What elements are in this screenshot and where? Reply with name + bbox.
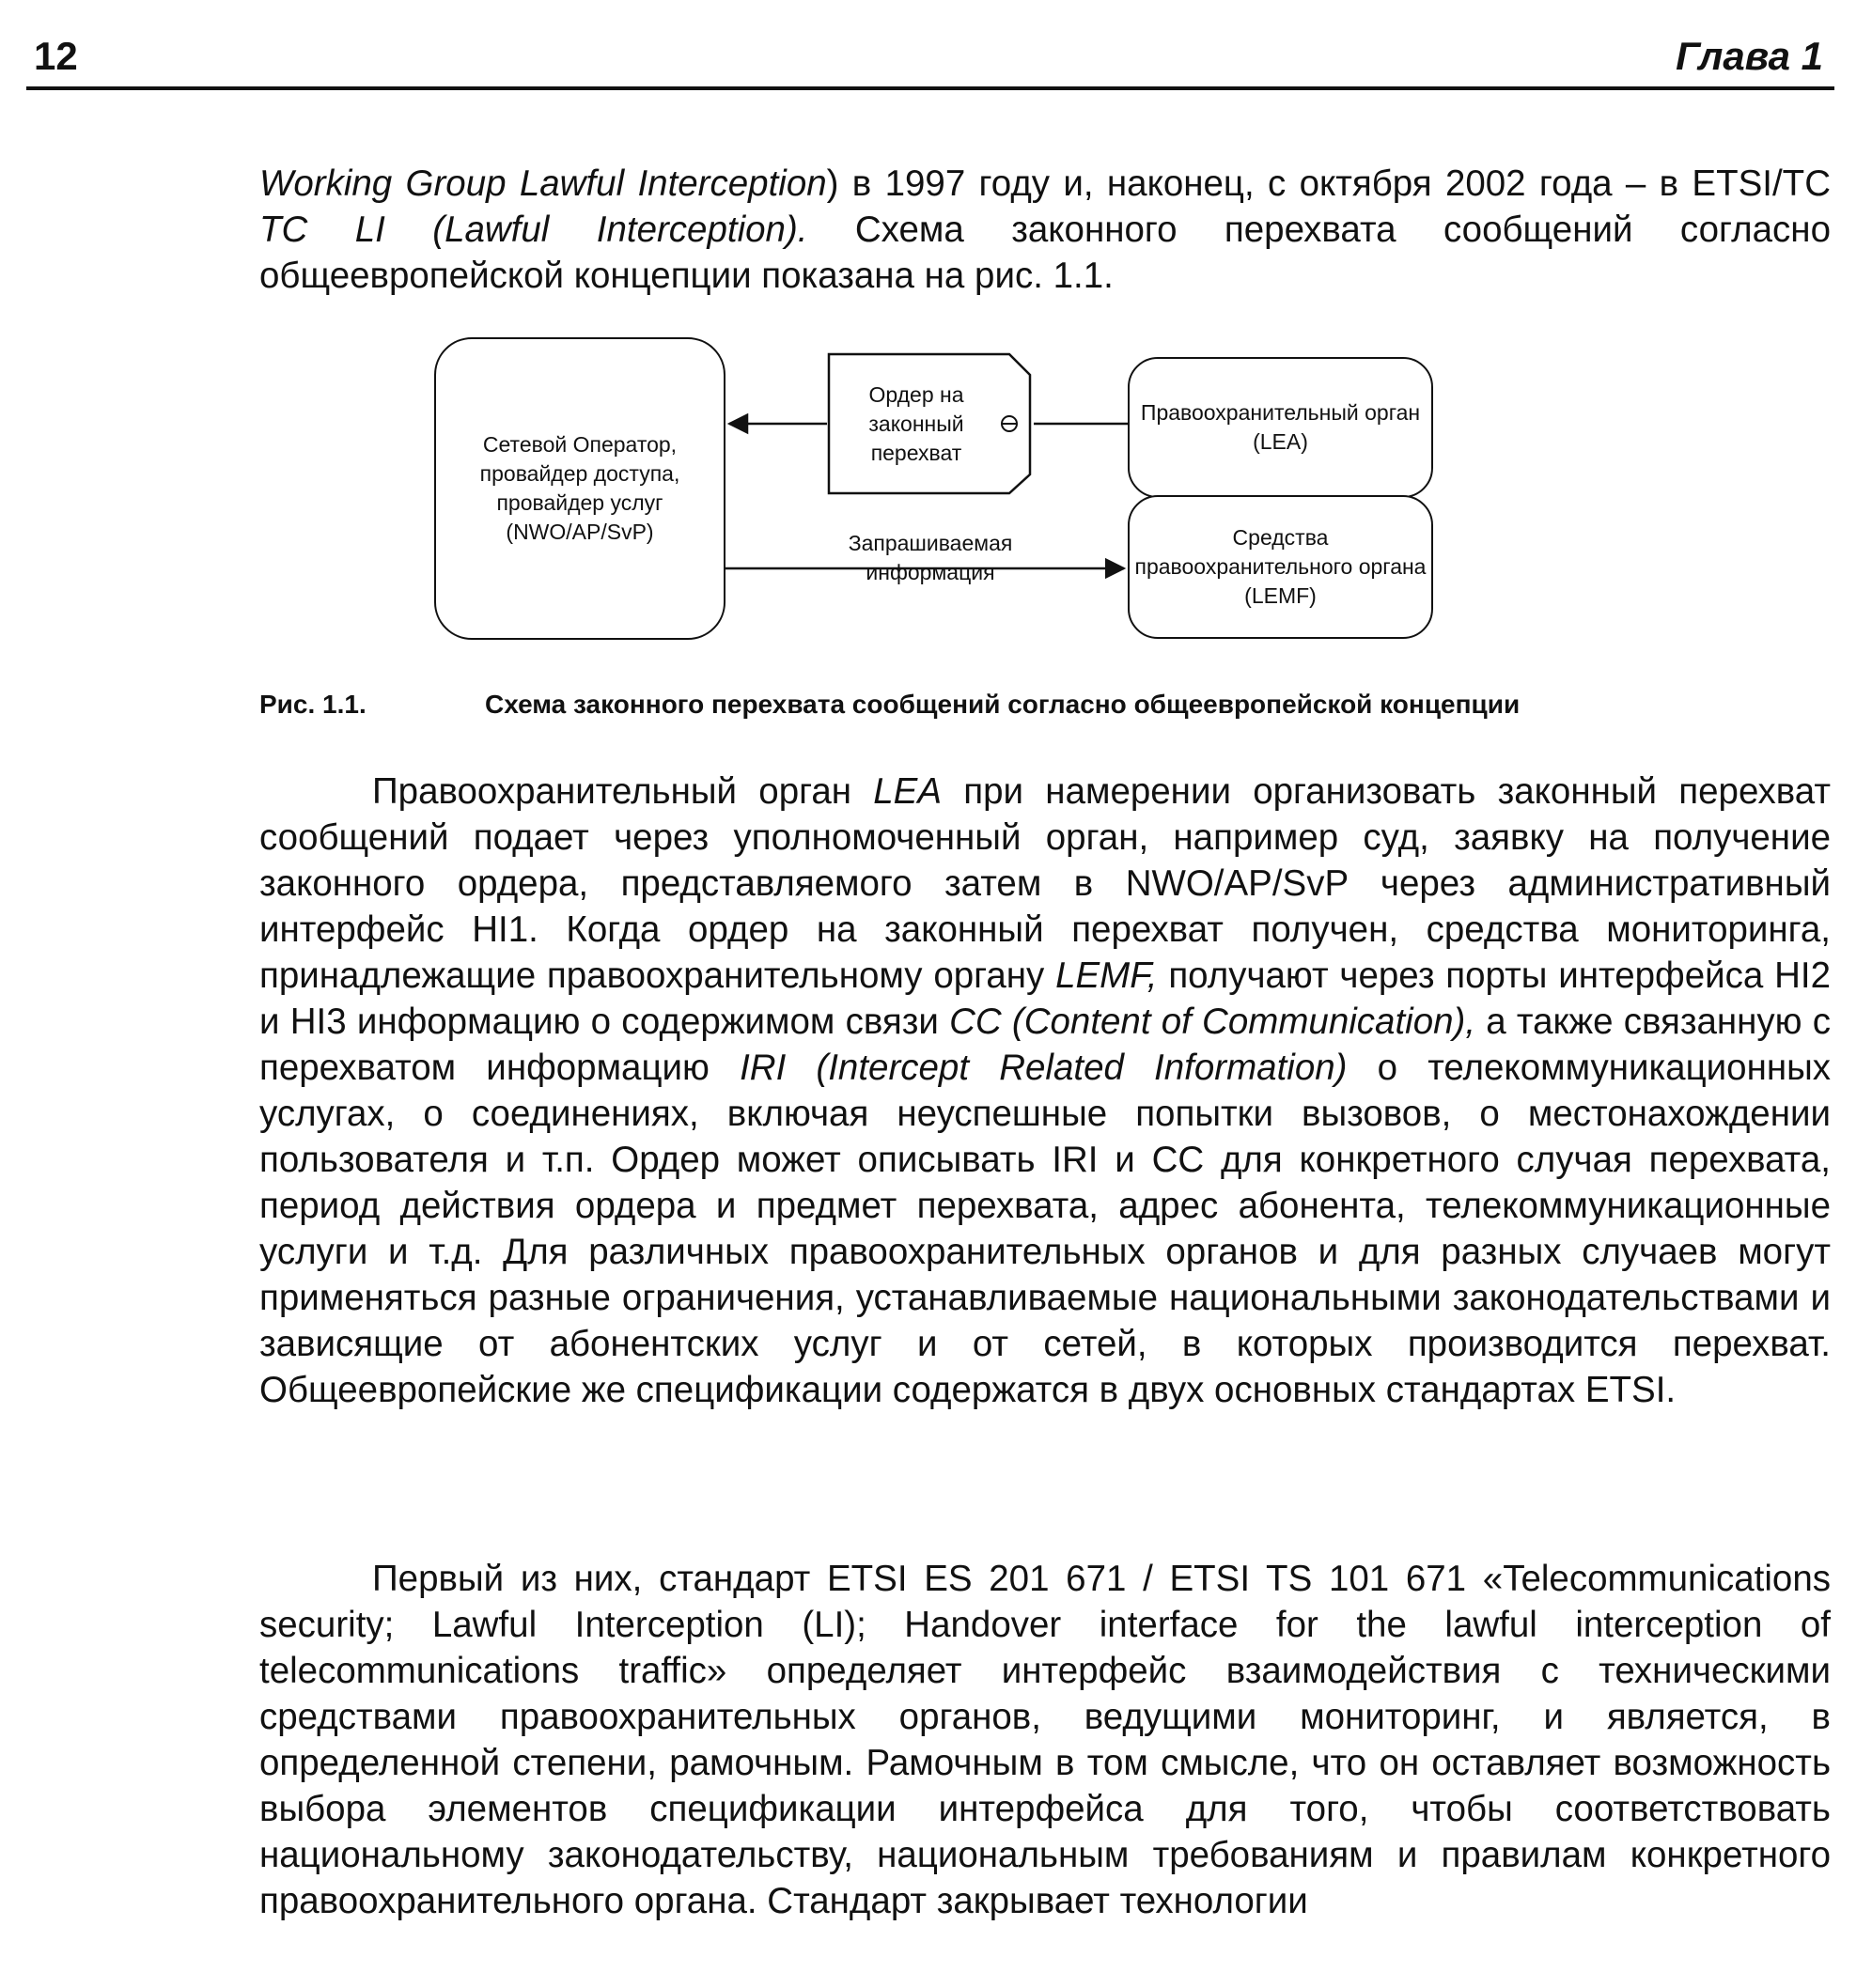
p1-text-2: LEA bbox=[873, 771, 943, 812]
intro-text-3: TC LI (Lawful Interception). bbox=[259, 210, 808, 250]
body-paragraph-2 bbox=[259, 1556, 1831, 1924]
lea-label: Правоохранительный орган (LEA) bbox=[1140, 400, 1421, 454]
p1-text-9: о телекоммуникационных услугах, о соединениях, включая неуспешные попытки вызовов, о местонахождении пользователя и т.п. Ордер может описывать IRI и CC для конкретного случая перехвата, период действия ордера и предмет перехвата, адрес абонента, телекоммуникационные услуги и т.д. Для различных правоохранительных органов и для разных случаев могут применяться разные ограничения, устанавливаемые национальными законодательствами и зависящие от абонентских услуг и от сетей, в которых производится перехват. Общеевропейские же спецификации содержатся в двух основных стандартах ETSI. bbox=[259, 1048, 1832, 1410]
p1-text-8: IRI (Intercept Related Information) bbox=[740, 1048, 1348, 1088]
p1-text-1: Правоохранительный орган bbox=[372, 771, 874, 812]
intro-paragraph bbox=[259, 161, 1831, 299]
p1-text-7: а также связанную с перехватом информацию bbox=[259, 1002, 1831, 1088]
p2-text: Первый из них, стандарт ETSI ES 201 671 / ETSI TS 101 671 «Telecommunications security; Lawful Interception (LI); Handover interface for the lawful interception of telecommunications traffic» определяет интерфейс взаимодействия с техническими средствами правоохранительных органов, ведущими мониторинг, и является, в определенной степени, рамочным. Рамочным в том смысле, что он оставляет возможность выбора элементов спецификации интерфейса для того, чтобы соответствовать национальному законодательству, национальным требованиям и правилам конкретного правоохранительного органа. Стандарт закрывает технологии bbox=[259, 1559, 1831, 1921]
body-paragraph-1 bbox=[259, 769, 1831, 1413]
p1-text-4: LEMF, bbox=[1055, 955, 1158, 996]
interception-diagram bbox=[432, 334, 1447, 644]
operator-label: Сетевой Оператор, провайдер доступа, провайдер услуг (NWO/AP/SvP) bbox=[479, 432, 680, 544]
p1-text-6: CC (Content of Communication), bbox=[949, 1002, 1476, 1042]
operator-box bbox=[434, 337, 725, 640]
intro-text-1: Working Group Lawful Interception bbox=[259, 163, 827, 204]
chapter-title: Глава 1 bbox=[1676, 34, 1823, 78]
lea-box bbox=[1128, 357, 1433, 498]
intro-text-2: ) в 1997 году и, наконец, с октября 2002 года – в ETSI/TC bbox=[826, 163, 1831, 204]
caption-text: Схема законного перехвата сообщений согласно общеевропейской концепции bbox=[485, 690, 1521, 719]
p1-text-5: получают через порты интерфейса HI2 и HI3 информацию о содержимом связи bbox=[259, 955, 1832, 1042]
lemf-label: Средства правоохранительного органа (LEMF) bbox=[1134, 525, 1427, 608]
intro-text-4: Схема законного перехвата сообщений согласно общеевропейской концепции показана на рис. 1.1. bbox=[259, 210, 1831, 296]
page-number: 12 bbox=[34, 34, 78, 78]
lemf-box bbox=[1128, 495, 1433, 639]
page-header bbox=[26, 28, 1834, 90]
caption-number: Рис. 1.1. bbox=[259, 690, 367, 719]
warrant-label: Ордер на законный перехват bbox=[868, 381, 964, 465]
requested-info-label: Запрашиваемая информация bbox=[848, 531, 1013, 584]
warrant-box bbox=[827, 352, 1032, 495]
p1-text-3: при намерении организовать законный перехват сообщений подает через уполномоченный орган, например суд, заявку на получение законного ордера, представляемого затем в NWO/AP/SvP через административный интерфейс HI1. Когда ордер на законный перехват получен, средства мониторинга, принадлежащие правоохранительному органу bbox=[259, 771, 1831, 996]
